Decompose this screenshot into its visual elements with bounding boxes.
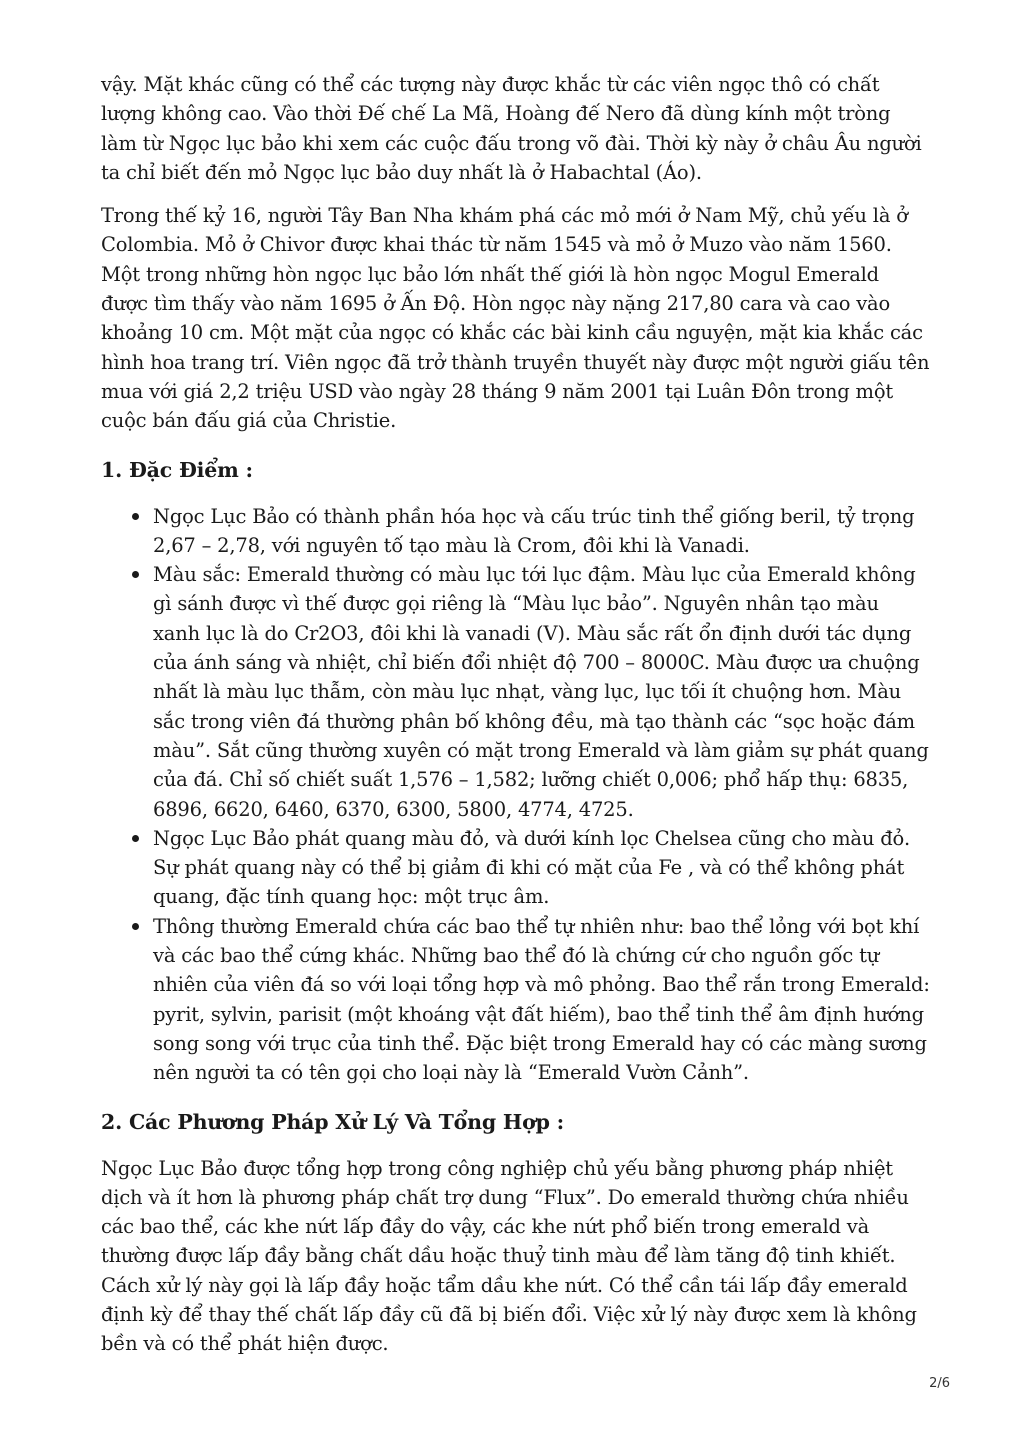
page-number: 2/6: [929, 1376, 950, 1391]
section-2-heading: 2. Các Phương Pháp Xử Lý Và Tổng Hợp :: [101, 1109, 565, 1134]
list-item: Thông thường Emerald chứa các bao thể tự nhiên như: bao thể lỏng với bọt khí và các bao thể cứng khác. Những bao thể đó là chứng cứ cho nguồn gốc tự nhiên của viên đá so với loại tổng hợp và mô phỏng. Bao thể rắn trong Emerald: pyrit, sylvin, parisit (một khoáng vật đất hiếm), bao thể tinh thể âm định hướng song song với trục của tinh thể. Đặc biệt trong Emerald hay có các màng sương nên người ta có tên gọi cho loại này là “Emerald Vườn Cảnh”.: [153, 912, 931, 1088]
intro-paragraph-1: vậy. Mặt khác cũng có thể các tượng này được khắc từ các viên ngọc thô có chất lượng không cao. Vào thời Đế chế La Mã, Hoàng đế Nero đã dùng kính một tròng làm từ Ngọc lục bảo khi xem các cuộc đấu trong võ đài. Thời kỳ này ở châu Âu người ta chỉ biết đến mỏ Ngọc lục bảo duy nhất là ở Habachtal (Áo).: [101, 73, 922, 184]
list-item: Ngọc Lục Bảo có thành phần hóa học và cấu trúc tinh thể giống beril, tỷ trọng 2,67 – 2,78, với nguyên tố tạo màu là Crom, đôi khi là Vanadi.: [153, 502, 931, 561]
list-item: Ngọc Lục Bảo phát quang màu đỏ, và dưới kính lọc Chelsea cũng cho màu đỏ. Sự phát quang này có thể bị giảm đi khi có mặt của Fe , và có thể không phát quang, đặc tính quang học: một trục âm.: [153, 824, 931, 912]
list-item: Màu sắc: Emerald thường có màu lục tới lục đậm. Màu lục của Emerald không gì sánh được vì thế được gọi riêng là “Màu lục bảo”. Nguyên nhân tạo màu xanh lục là do Cr2O3, đôi khi là vanadi (V). Màu sắc rất ổn định dưới tác dụng của ánh sáng và nhiệt, chỉ biến đổi nhiệt độ 700 – 8000C. Màu được ưa chuộng nhất là màu lục thẫm, còn màu lục nhạt, vàng lục, lục tối ít chuộng hơn. Màu sắc trong viên đá thường phân bố không đều, mà tạo thành các “sọc hoặc đám màu”. Sắt cũng thường xuyên có mặt trong Emerald và làm giảm sự phát quang của đá. Chỉ số chiết suất 1,576 – 1,582; lưỡng chiết 0,006; phổ hấp thụ: 6835, 6896, 6620, 6460, 6370, 6300, 5800, 4774, 4725.: [153, 560, 931, 824]
intro-paragraph-2: Trong thế kỷ 16, người Tây Ban Nha khám phá các mỏ mới ở Nam Mỹ, chủ yếu là ở Colombia. Mỏ ở Chivor được khai thác từ năm 1545 và mỏ ở Muzo vào năm 1560. Một trong những hòn ngọc lục bảo lớn nhất thế giới là hòn ngọc Mogul Emerald được tìm thấy vào năm 1695 ở Ấn Độ. Hòn ngọc này nặng 217,80 cara và cao vào khoảng 10 cm. Một mặt của ngọc có khắc các bài kinh cầu nguyện, mặt kia khắc các hình hoa trang trí. Viên ngọc đã trở thành truyền thuyết này được một người giấu tên mua với giá 2,2 triệu USD vào ngày 28 tháng 9 năm 2001 tại Luân Đôn trong một cuộc bán đấu giá của Christie.: [101, 204, 930, 433]
document-page: [101, 70, 931, 1373]
section-1-heading: 1. Đặc Điểm :: [101, 457, 253, 482]
section-2-paragraph: Ngọc Lục Bảo được tổng hợp trong công nghiệp chủ yếu bằng phương pháp nhiệt dịch và ít hơn là phương pháp chất trợ dung “Flux”. Do emerald thường chứa nhiều các bao thể, các khe nứt lấp đầy do vậy, các khe nứt phổ biến trong emerald và thường được lấp đầy bằng chất dầu hoặc thuỷ tinh màu để làm tăng độ tinh khiết. Cách xử lý này gọi là lấp đầy hoặc tẩm dầu khe nứt. Có thể cần tái lấp đầy emerald định kỳ để thay thế chất lấp đầy cũ đã bị biến đổi. Việc xử lý này được xem là không bền và có thể phát hiện được.: [101, 1156, 917, 1356]
section-1-bullet-list: [101, 502, 931, 1088]
